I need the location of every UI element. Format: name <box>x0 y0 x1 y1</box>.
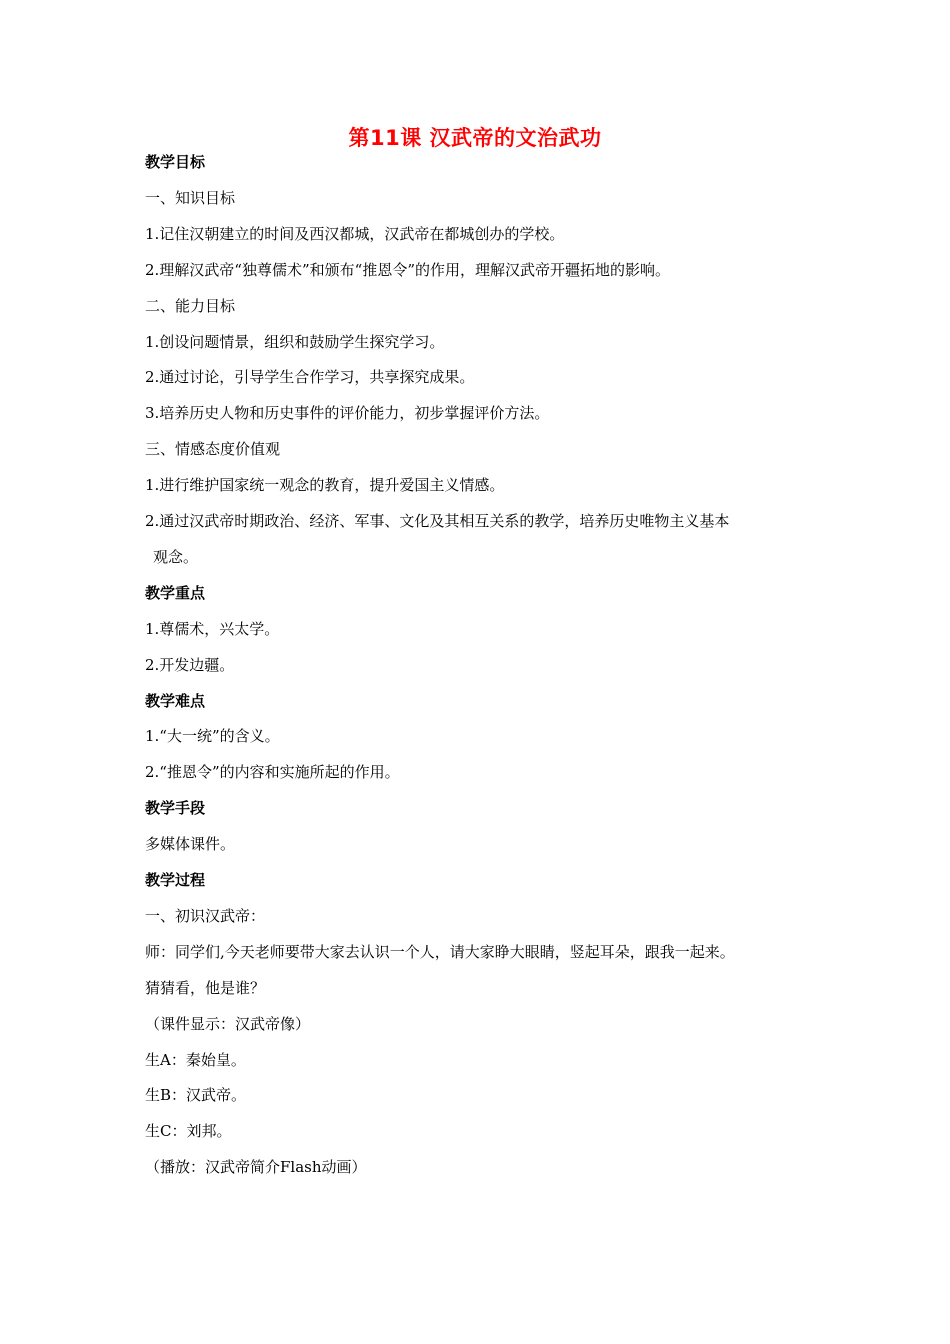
section-heading: 教学手段 <box>145 799 206 817</box>
paragraph-line: 1.进行维护国家统一观念的教育，提升爱国主义情感。 <box>145 476 505 494</box>
paragraph-line: 2.理解汉武帝“独尊儒术”和颁布“推恩令”的作用，理解汉武帝开疆拓地的影响。 <box>145 261 670 279</box>
paragraph-line: 1.“大一统”的含义。 <box>145 727 280 745</box>
paragraph-line: 2.通过讨论，引导学生合作学习，共享探究成果。 <box>145 368 475 386</box>
paragraph-line: 二、能力目标 <box>145 297 236 315</box>
paragraph-line: 一、初识汉武帝： <box>145 907 266 925</box>
section-heading: 教学过程 <box>145 871 206 889</box>
paragraph-line: 2.通过汉武帝时期政治、经济、军事、文化及其相互关系的教学，培养历史唯物主义基本 <box>145 512 730 530</box>
paragraph-line: 师：同学们,今天老师要带大家去认识一个人，请大家睁大眼睛，竖起耳朵，跟我一起来。 <box>145 943 735 961</box>
paragraph-line: 多媒体课件。 <box>145 835 236 853</box>
paragraph-line: 1.尊儒术，兴太学。 <box>145 620 280 638</box>
paragraph-line: 生B：汉武帝。 <box>145 1086 247 1104</box>
paragraph-line: 2.开发边疆。 <box>145 656 235 674</box>
paragraph-line: 1.记住汉朝建立的时间及西汉都城，汉武帝在都城创办的学校。 <box>145 225 565 243</box>
paragraph-line: 三、情感态度价值观 <box>145 440 281 458</box>
paragraph-line: （播放：汉武帝简介Flash动画） <box>145 1158 367 1176</box>
section-heading: 教学难点 <box>145 692 206 710</box>
paragraph-line: 一、知识目标 <box>145 189 236 207</box>
section-heading: 教学重点 <box>145 584 206 602</box>
paragraph-line: （课件显示：汉武帝像） <box>145 1015 311 1033</box>
paragraph-line: 3.培养历史人物和历史事件的评价能力，初步掌握评价方法。 <box>145 404 550 422</box>
paragraph-line: 1.创设问题情景，组织和鼓励学生探究学习。 <box>145 333 445 351</box>
paragraph-line: 观念。 <box>153 548 199 566</box>
paragraph-line: 生A：秦始皇。 <box>145 1051 246 1069</box>
paragraph-line: 2.“推恩令”的内容和实施所起的作用。 <box>145 763 400 781</box>
section-heading: 教学目标 <box>145 153 206 171</box>
document-title: 第11课 汉武帝的文治武功 <box>348 126 602 150</box>
paragraph-line: 生C：刘邦。 <box>145 1122 232 1140</box>
paragraph-line: 猜猜看，他是谁？ <box>145 979 266 997</box>
